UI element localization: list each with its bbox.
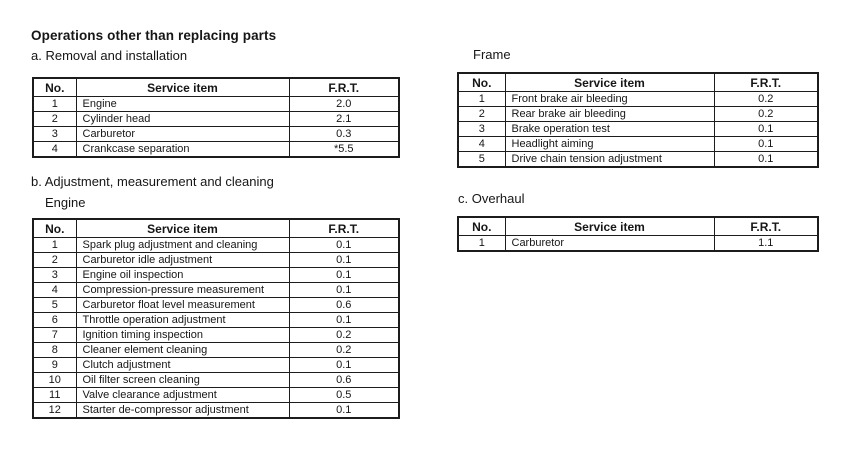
- table-row: [33, 388, 399, 403]
- service-item: Spark plug adjustment and cleaning: [76, 238, 289, 253]
- row-number: 2: [33, 112, 76, 127]
- table-row: [458, 122, 818, 137]
- service-item: Carburetor: [505, 236, 714, 252]
- frt-value: 0.1: [289, 238, 399, 253]
- row-number: 1: [33, 238, 76, 253]
- table-row: [33, 283, 399, 298]
- service-item: Carburetor idle adjustment: [76, 253, 289, 268]
- table-row: [33, 112, 399, 127]
- table-row: [33, 373, 399, 388]
- removal-installation-table: [32, 77, 400, 158]
- frt-value: 0.5: [289, 388, 399, 403]
- service-item: Cylinder head: [76, 112, 289, 127]
- row-number: 12: [33, 403, 76, 419]
- frt-value: 0.2: [714, 107, 818, 122]
- frt-value: *5.5: [289, 142, 399, 158]
- service-item: Valve clearance adjustment: [76, 388, 289, 403]
- row-number: 2: [33, 253, 76, 268]
- table-row: [33, 142, 399, 158]
- row-number: 9: [33, 358, 76, 373]
- col-header-service-item: Service item: [505, 73, 714, 92]
- section-heading-adjustment: b. Adjustment, measurement and cleaning: [31, 174, 274, 189]
- col-header-frt: F.R.T.: [714, 217, 818, 236]
- col-header-no: No.: [33, 78, 76, 97]
- table-row: [458, 107, 818, 122]
- service-item: Engine oil inspection: [76, 268, 289, 283]
- table-row: [33, 358, 399, 373]
- row-number: 5: [33, 298, 76, 313]
- row-number: 1: [458, 236, 505, 252]
- frt-value: 0.1: [289, 403, 399, 419]
- frt-value: 0.2: [289, 328, 399, 343]
- frt-value: 0.1: [289, 268, 399, 283]
- col-header-no: No.: [33, 219, 76, 238]
- table-row: [458, 92, 818, 107]
- table-row: [458, 236, 818, 252]
- section-heading-overhaul: c. Overhaul: [458, 191, 525, 206]
- row-number: 3: [33, 268, 76, 283]
- page-title: Operations other than replacing parts: [31, 28, 277, 43]
- row-number: 7: [33, 328, 76, 343]
- service-item: Throttle operation adjustment: [76, 313, 289, 328]
- col-header-no: No.: [458, 73, 505, 92]
- row-number: 8: [33, 343, 76, 358]
- overhaul-table: [457, 216, 819, 252]
- service-item: Brake operation test: [505, 122, 714, 137]
- frt-value: 2.1: [289, 112, 399, 127]
- adjustment-engine-table: [32, 218, 400, 419]
- table-row: [33, 313, 399, 328]
- col-header-service-item: Service item: [505, 217, 714, 236]
- row-number: 1: [458, 92, 505, 107]
- row-number: 2: [458, 107, 505, 122]
- row-number: 4: [33, 283, 76, 298]
- service-item: Carburetor float level measurement: [76, 298, 289, 313]
- service-item: Ignition timing inspection: [76, 328, 289, 343]
- table-row: [458, 137, 818, 152]
- service-item: Starter de-compressor adjustment: [76, 403, 289, 419]
- frt-value: 0.2: [714, 92, 818, 107]
- row-number: 11: [33, 388, 76, 403]
- subsection-heading-engine: Engine: [45, 195, 86, 210]
- row-number: 4: [33, 142, 76, 158]
- frt-value: 0.1: [714, 137, 818, 152]
- frt-value: 0.1: [289, 313, 399, 328]
- table-header-row: [33, 78, 399, 97]
- col-header-no: No.: [458, 217, 505, 236]
- row-number: 6: [33, 313, 76, 328]
- row-number: 5: [458, 152, 505, 168]
- table-header-row: [458, 217, 818, 236]
- table-row: [33, 253, 399, 268]
- table-row: [458, 152, 818, 168]
- col-header-service-item: Service item: [76, 219, 289, 238]
- frt-value: 0.1: [714, 122, 818, 137]
- table-row: [33, 343, 399, 358]
- frt-value: 0.1: [289, 253, 399, 268]
- frt-value: 2.0: [289, 97, 399, 112]
- table-row: [33, 97, 399, 112]
- section-heading-frame: Frame: [473, 47, 511, 62]
- row-number: 1: [33, 97, 76, 112]
- service-item: Compression-pressure measurement: [76, 283, 289, 298]
- frt-value: 0.3: [289, 127, 399, 142]
- table-row: [33, 268, 399, 283]
- frt-value: 0.1: [714, 152, 818, 168]
- service-item: Crankcase separation: [76, 142, 289, 158]
- table-header-row: [458, 73, 818, 92]
- service-item: Drive chain tension adjustment: [505, 152, 714, 168]
- row-number: 3: [33, 127, 76, 142]
- section-heading-removal: a. Removal and installation: [31, 48, 188, 63]
- service-item: Clutch adjustment: [76, 358, 289, 373]
- row-number: 4: [458, 137, 505, 152]
- table-row: [33, 127, 399, 142]
- col-header-service-item: Service item: [76, 78, 289, 97]
- service-item: Cleaner element cleaning: [76, 343, 289, 358]
- frt-value: 0.2: [289, 343, 399, 358]
- table-header-row: [33, 219, 399, 238]
- frt-value: 0.6: [289, 373, 399, 388]
- frt-value: 0.1: [289, 283, 399, 298]
- service-item: Front brake air bleeding: [505, 92, 714, 107]
- frt-value: 1.1: [714, 236, 818, 252]
- service-item: Oil filter screen cleaning: [76, 373, 289, 388]
- col-header-frt: F.R.T.: [289, 219, 399, 238]
- service-item: Engine: [76, 97, 289, 112]
- col-header-frt: F.R.T.: [714, 73, 818, 92]
- service-item: Rear brake air bleeding: [505, 107, 714, 122]
- row-number: 3: [458, 122, 505, 137]
- table-row: [33, 328, 399, 343]
- frt-value: 0.1: [289, 358, 399, 373]
- frt-value: 0.6: [289, 298, 399, 313]
- service-item: Carburetor: [76, 127, 289, 142]
- col-header-frt: F.R.T.: [289, 78, 399, 97]
- table-row: [33, 238, 399, 253]
- table-row: [33, 403, 399, 419]
- row-number: 10: [33, 373, 76, 388]
- frame-table: [457, 72, 819, 168]
- table-row: [33, 298, 399, 313]
- service-item: Headlight aiming: [505, 137, 714, 152]
